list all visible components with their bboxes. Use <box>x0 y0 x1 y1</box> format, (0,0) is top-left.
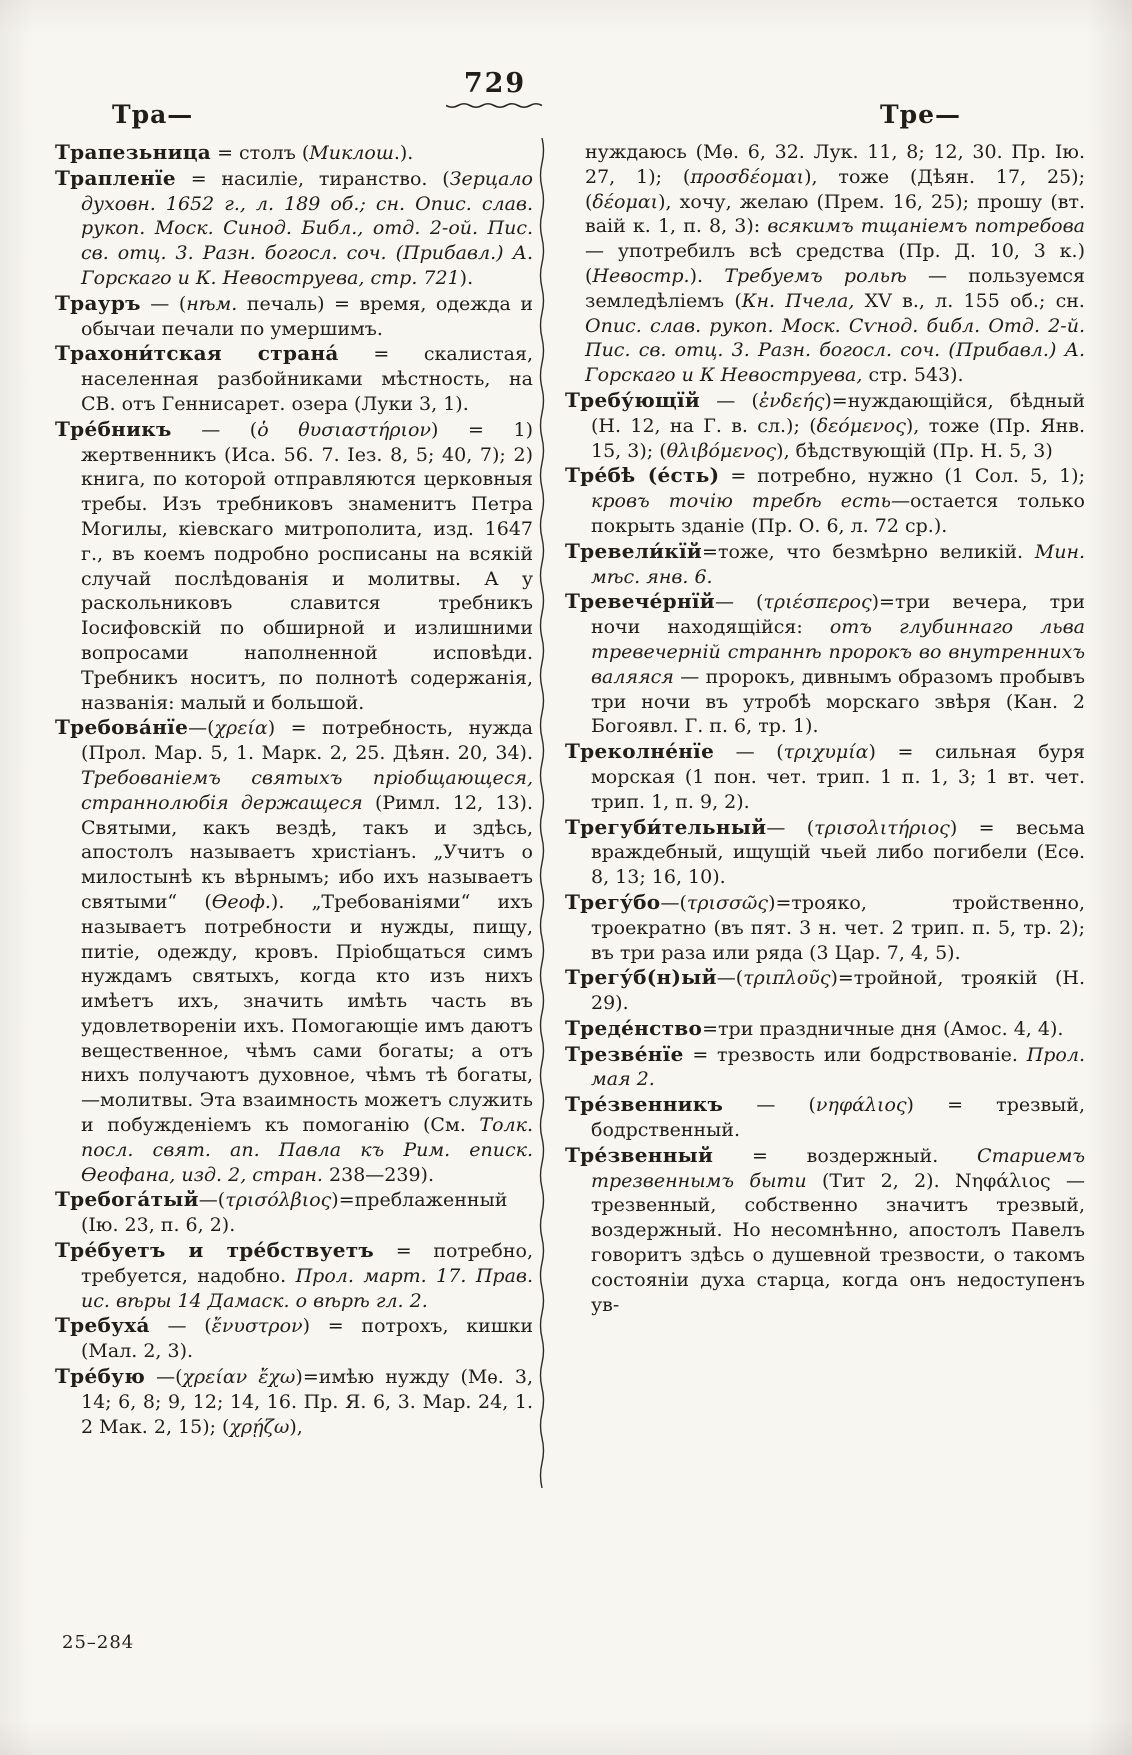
entry-text: ), бѣдствующій (Пр. Н. 5, 3) <box>776 439 1053 462</box>
dictionary-entry <box>55 1364 533 1439</box>
entry-text: )=нуждающійся, бѣдный (Н. 12, на Г. в. сл.); ( <box>591 389 1085 437</box>
citation-italic-text: ἔνυστρον <box>211 1315 303 1338</box>
entry-headword: Трегу́б(н)ый <box>565 965 717 990</box>
entry-text: =три праздничные дня (Амос. 4, 4). <box>702 1017 1064 1040</box>
entry-continuation <box>565 140 1085 388</box>
entry-text: — ( <box>149 1315 212 1338</box>
dictionary-entry <box>565 1092 1085 1143</box>
citation-italic-text: Зерцало духовн. 1652 г., л. 189 об.; сн. Опис. слав. рукоп. Моск. Синод. Библ., отд. 2-ой. Пис. св. отц. 3. Разн. богосл. соч. (Прибавл.) А. Горскаго и К. Невоструева, стр. 721 <box>81 167 533 289</box>
entry-text: =тоже, что безмѣрно великій. <box>702 540 1035 563</box>
entry-text: — ( <box>714 741 784 764</box>
entry-text: стр. 543). <box>862 364 964 387</box>
text-columns <box>55 140 1085 1439</box>
entry-text: — ( <box>140 292 187 315</box>
entry-text: (Римл. 12, 13). Святыми, какъ вездѣ, такъ и здѣсь, апостолъ называетъ христіанъ. „Учитъ о милостынѣ къ вѣрнымъ; ибо ихъ называетъ святыми“ ( <box>81 791 533 913</box>
entry-text: ). <box>689 264 725 287</box>
page-number-flourish <box>446 100 544 112</box>
page-number-block <box>440 68 550 112</box>
entry-headword: Трегуби́тельный <box>565 814 767 839</box>
citation-italic-text: Миклош <box>309 142 394 164</box>
entry-text: —( <box>660 891 687 914</box>
citation-italic-text: отъ глубиннаго льва тревечерній страннѣ пророкъ во внутреннихъ валяяся <box>591 616 1085 688</box>
entry-headword: Трезве́нїе <box>565 1041 684 1066</box>
entry-headword: Тре́бѣ (е́сть) <box>565 463 720 488</box>
entry-text: ) = 1) жертвенникъ (Иса. 56. 7. Іез. 8, 5; 40, 7); 2) книга, по которой отправляются церковныя требы. Изъ требниковъ знаменитъ Петра Могилы, кіевскаго митрополита, изд. 1647 г., въ коемъ подробно росписаны на всякій случай послѣдованія и молитвы. А у раскольниковъ славится требникъ Іосифовскій по обширной и излишними вопросами наполненной исповѣди. Требникъ носитъ, по полнотѣ содержанія, названія: малый и большой. <box>81 418 533 714</box>
entry-headword: Трахони́тская страна́ <box>55 341 339 366</box>
entry-text: .). <box>393 142 414 164</box>
citation-italic-text: Требованіемъ святыхъ пріобщающеся, страннолюбія держащеся <box>81 766 533 814</box>
dictionary-entry <box>55 417 533 716</box>
citation-italic-text: Требуемъ рольѣ <box>724 264 907 287</box>
entry-text: ). <box>459 266 474 289</box>
citation-italic-text: χρείαν ἔχω <box>182 1366 296 1389</box>
dictionary-entry <box>565 463 1085 538</box>
entry-headword: Тре́бникъ <box>55 416 172 441</box>
entry-text: = трезвость или бодрствованіе. <box>683 1043 1027 1066</box>
dictionary-entry <box>55 341 533 416</box>
entry-text: )=преблаженный (Ію. 23, п. 6, 2). <box>81 1189 508 1237</box>
entry-text: печаль) = время, одежда и обычаи печали по умершимъ. <box>81 292 533 340</box>
dictionary-entry <box>55 1187 533 1238</box>
entry-text: ) = потрохъ, кишки (Мал. 2, 3). <box>81 1315 533 1363</box>
citation-italic-text: Стариемъ трезвеннымъ быти <box>591 1144 1085 1192</box>
entry-text: — ( <box>766 816 815 839</box>
entry-headword: Трегу́бо <box>565 889 661 914</box>
entry-headword: Треде́нство <box>565 1015 703 1040</box>
entry-text: ), хочу, желаю (Прем. 16, 25); прошу (вт. ваій к. 1, п. 8, 3): <box>585 190 1085 238</box>
entry-text: —( <box>198 1189 226 1212</box>
citation-italic-text: Опис. слав. рукоп. Моск. Сѵнод. библ. Отд. 2-й. Пис. св. отц. 3. Разн. богосл. соч. (Прибавл.) А. Горскаго и К Невоструева, <box>585 314 1085 387</box>
citation-italic-text: нѣм. <box>186 292 238 315</box>
entry-headword: Треколне́нїе <box>565 739 715 764</box>
entry-text: —( <box>188 717 215 740</box>
citation-italic-text: τρισολιτήριος <box>814 816 950 839</box>
dictionary-entry <box>565 739 1085 814</box>
entry-text: )=имѣю нужду (Мѳ. 3, 14; 6, 8; 9, 12; 14, 16. Пр. Я. 6, 3. Мар. 24, 1. 2 Мак. 2, 15); ( <box>81 1366 533 1438</box>
citation-italic-text: νηφάλιος <box>815 1094 907 1117</box>
citation-italic-text: τρισόλβιος <box>225 1189 332 1212</box>
entry-headword: Трапезьница <box>55 140 212 164</box>
right-column <box>565 140 1085 1439</box>
entry-text: XV в., л. 155 об.; сн. <box>854 289 1085 312</box>
entry-text: — пользуемся земледѣліемъ ( <box>585 264 1085 312</box>
entry-text: ) = потребность, нужда (Прол. Мар. 5, 1. Марк. 2, 25. Дѣян. 20, 34). <box>81 717 533 765</box>
left-column <box>55 140 533 1439</box>
citation-italic-text: τριπλοῦς <box>743 967 831 990</box>
entry-text: — ( <box>714 591 764 614</box>
entry-headword: Требога́тый <box>55 1187 199 1212</box>
entry-text: ). „Требованіями“ ихъ называетъ потребности и нужды, пищу, питіе, одежду, кровъ. Пріобщаться симъ нуждамъ святыхъ, когда кто изъ нихъ имѣетъ ихъ, значить имѣть часть въ удовлетвореніи ихъ. Помогающіе имъ даютъ вещественное, чѣмъ сами богаты; а отъ нихъ получаютъ духовное, чѣмъ тѣ богаты,—молитвы. Эта взаимность можетъ служить и побужденіемъ къ помоганію (См. <box>81 890 533 1137</box>
entry-text: —остается только покрыть зданіе (Пр. О. 6, л. 72 ср.). <box>591 490 1085 537</box>
dictionary-entry <box>565 1042 1085 1093</box>
entry-headword: Трапленїе <box>55 165 176 190</box>
citation-italic-text: Прол. март. 17. Прав. ис. вѣры 14 Дамаск. о вѣрѣ гл. 2. <box>81 1264 533 1312</box>
dictionary-entry <box>565 1016 1085 1042</box>
entry-text: ) = весьма враждебный, ищущій чьей либо погибели (Есѳ. 8, 13; 16, 10). <box>591 816 1085 889</box>
entry-text: = столъ ( <box>211 142 310 164</box>
citation-italic-text: δέομαι <box>592 190 659 213</box>
citation-italic-text: Прол. мая 2. <box>591 1043 1085 1091</box>
dictionary-entry <box>565 815 1085 890</box>
entry-text: — ( <box>171 418 258 441</box>
entry-text: = насиліе, тиранство. ( <box>175 167 450 190</box>
entry-text: ) = трезвый, бодрственный. <box>591 1094 1085 1142</box>
dictionary-entry <box>565 890 1085 965</box>
citation-italic-text: Невостр. <box>592 264 690 287</box>
dictionary-entry <box>565 539 1085 590</box>
entry-text: = воздержный. <box>713 1144 978 1167</box>
entry-headword: Требу́ющїй <box>565 387 701 412</box>
entry-text: ) = сильная буря морская (1 пон. чет. трип. 1 п. 1, 3; 1 вт. чет. трип. 1, п. 9, 2). <box>591 741 1085 813</box>
entry-text: ), тоже (Пр. Янв. 15, 3); ( <box>591 414 1085 462</box>
entry-headword: Тревели́кїй <box>565 538 703 563</box>
citation-italic-text: χρεία <box>214 717 268 740</box>
entry-text: ), тоже (Дѣян. 17, 25); ( <box>585 165 1085 213</box>
entry-text: — ( <box>700 389 759 412</box>
entry-text: = скалистая, населенная разбойниками мѣстность, на СВ. отъ Геннисарет. озера (Луки 3, 1). <box>81 343 533 415</box>
running-head-right: Тре— <box>880 100 961 129</box>
entry-headword: Тре́буетъ и тре́бствуетъ <box>55 1238 375 1263</box>
entry-text: )=трояко, тройственно, троекратно (въ пят. 3 н. чет. 2 трип. п. 5, тр. 2); въ три раза или ряда (3 Цар. 7, 4, 5). <box>591 891 1085 964</box>
entry-headword: Трауръ <box>55 290 141 315</box>
entry-headword: Требова́нїе <box>55 715 189 740</box>
citation-italic-text: всякимъ тщаніемъ потребова <box>767 215 1086 238</box>
citation-italic-text: χρῄζω <box>229 1415 290 1438</box>
entry-headword: Требуха́ <box>55 1313 150 1338</box>
citation-italic-text: θλιβόμενος <box>666 439 777 462</box>
entry-text: — употребилъ всѣ средства (Пр. Д. 10, 3 к.) ( <box>585 240 1085 287</box>
entry-headword: Тре́звенникъ <box>565 1092 724 1117</box>
entry-text: )=три вечера, три ночи находящійся: <box>591 591 1085 639</box>
citation-italic-text: τριχυμία <box>783 741 869 764</box>
citation-italic-text: кровъ точію требѣ есть <box>591 490 891 513</box>
citation-italic-text: τριέσπερος <box>763 591 872 614</box>
dictionary-entry <box>55 715 533 1187</box>
citation-italic-text: Кн. Пчела, <box>741 289 855 312</box>
entry-text: — ( <box>723 1094 816 1117</box>
entry-text: нуждаюсь (Мѳ. 6, 32. Лук. 11, 8; 12, 30. Пр. Ію. 27, 1); ( <box>585 141 1085 188</box>
dictionary-entry <box>565 1143 1085 1318</box>
citation-italic-text: τρισσῶς <box>686 891 769 914</box>
entry-headword: Тре́звенный <box>565 1142 714 1167</box>
running-head-left: Тра— <box>112 100 194 129</box>
entry-headword: Тревече́рнїй <box>565 589 715 614</box>
citation-italic-text: ἐνδεής <box>758 389 825 412</box>
entry-text: = потребно, требуется, надобно. <box>81 1240 533 1287</box>
dictionary-entry <box>55 291 533 342</box>
dictionary-entry <box>55 1313 533 1364</box>
entry-text: —( <box>716 967 744 990</box>
entry-headword: Тре́бую <box>55 1364 146 1389</box>
dictionary-entry <box>55 166 533 291</box>
dictionary-entry <box>565 965 1085 1016</box>
entry-text: )=тройной, троякій (Н. 29). <box>591 967 1085 1015</box>
entry-text: = потребно, нужно (1 Сол. 5, 1); <box>719 465 1085 488</box>
citation-italic-text: Мин. мѣс. янв. 6. <box>591 540 1085 588</box>
citation-italic-text: δεόμενος <box>816 414 906 437</box>
page-number: 729 <box>463 68 527 99</box>
citation-italic-text: Ѳеоф. <box>211 890 271 913</box>
dictionary-entry <box>55 1238 533 1313</box>
dictionary-entry <box>565 388 1085 463</box>
signature-mark: 25–284 <box>62 1632 135 1653</box>
citation-italic-text: Толк. посл. свят. ап. Павла къ Рим. еписк. Ѳеофана, изд. 2, стран. <box>81 1114 533 1186</box>
dictionary-entry <box>55 140 533 166</box>
entry-text: (Тит 2, 2). Νηφάλιος — трезвенный, собственно значитъ трезвый, воздержный. Но несомнѣнно, апостолъ Павелъ говоритъ здѣсь о душевной трезвости, о такомъ состояніи духа старца, когда онъ недоступенъ ув- <box>591 1169 1085 1316</box>
entry-text: ), <box>289 1415 303 1438</box>
dictionary-entry <box>565 589 1085 739</box>
entry-text: —( <box>145 1366 183 1389</box>
citation-italic-text: ὁ θυσιαστήριον <box>257 418 431 441</box>
entry-text: — пророкъ, дивнымъ образомъ пробывъ три ночи въ утробѣ морскаго звѣря (Кан. 2 Богоявл. Г. п. 6, тр. 1). <box>591 665 1085 738</box>
citation-italic-text: προσδέομαι <box>690 165 805 188</box>
entry-text: 238—239). <box>322 1163 435 1186</box>
